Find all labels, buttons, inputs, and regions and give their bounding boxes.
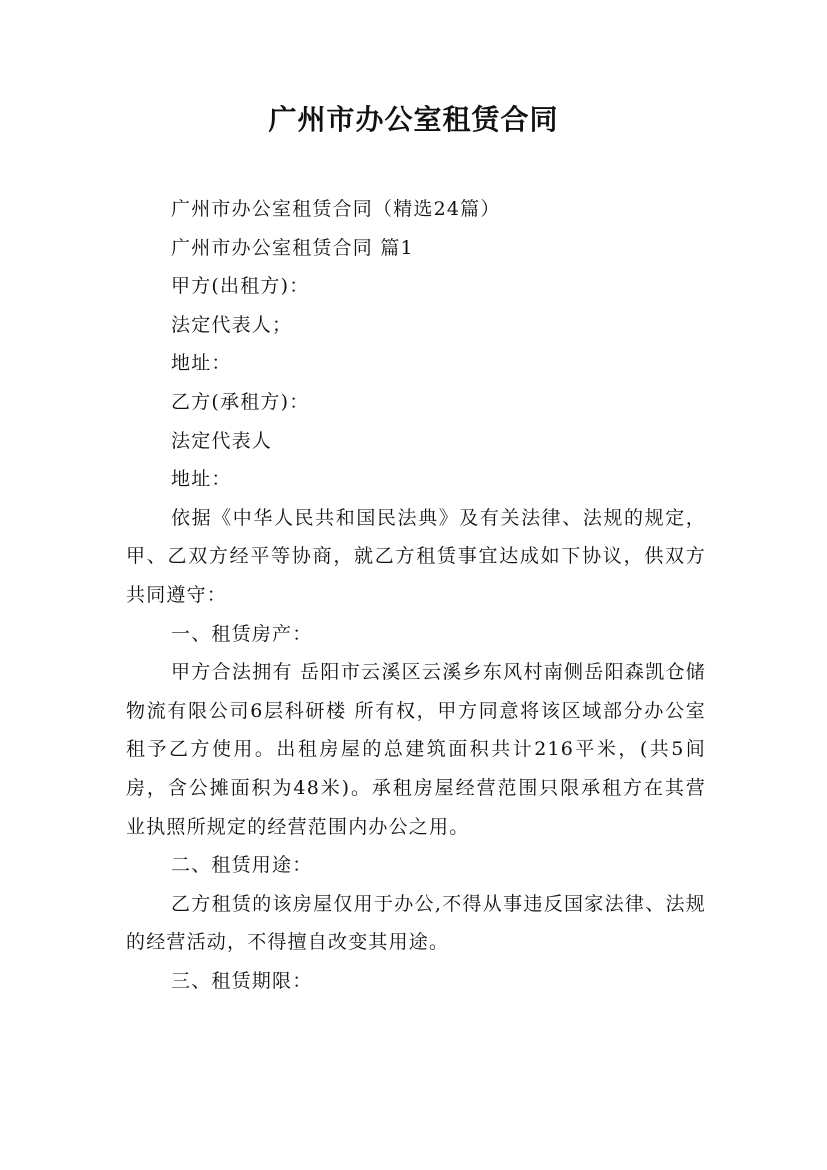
section-heading-usage: 二、租赁用途： — [171, 854, 313, 877]
section-heading-property: 一、租赁房产： — [171, 622, 313, 645]
document-title: 广州市办公室租赁合同 — [268, 103, 559, 136]
section-heading-term: 三、租赁期限： — [171, 969, 313, 992]
paragraph-party-b-address: 地址： — [171, 468, 232, 491]
paragraph-party-a-representative: 法定代表人； — [171, 313, 293, 336]
paragraph-party-b-representative: 法定代表人 — [171, 429, 273, 452]
paragraph-preamble: 依据《中华人民共和国民法典》及有关法律、法规的规定，甲、乙双方经平等协商，就乙方租赁事宜达成如下协议，供双方共同遵守： — [126, 506, 706, 606]
paragraph-party-a-address: 地址： — [171, 352, 232, 375]
paragraph-party-b: 乙方(承租方)： — [171, 390, 310, 413]
document-body — [126, 190, 706, 1000]
paragraph-property-details: 甲方合法拥有 岳阳市云溪区云溪乡东风村南侧岳阳森凯仓储物流有限公司6层科研楼 所有权，甲方同意将该区域部分办公室租予乙方使用。出租房屋的总建筑面积共计216平米，(共5间房，含公摊面积为48米)。承租房屋经营范围只限承租方在其营业执照所规定的经营范围内办公之用。 — [126, 661, 706, 838]
paragraph-usage-details: 乙方租赁的该房屋仅用于办公,不得从事违反国家法律、法规的经营活动，不得擅自改变其用途。 — [126, 892, 706, 954]
paragraph-party-a: 甲方(出租方)： — [171, 275, 310, 298]
paragraph-article-heading: 广州市办公室租赁合同 篇1 — [171, 236, 414, 259]
paragraph-collection-title: 广州市办公室租赁合同（精选24篇） — [171, 198, 501, 220]
